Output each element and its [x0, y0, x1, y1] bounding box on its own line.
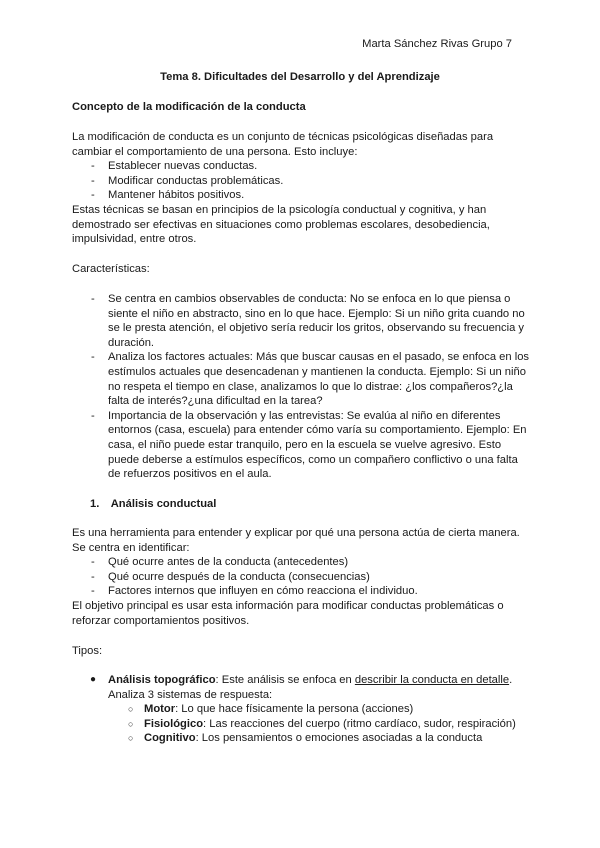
system-desc: : Lo que hace físicamente la persona (acciones): [175, 703, 414, 716]
analysis-body: [72, 526, 532, 628]
list-item-line: estímulos actuales que desencadenan y mantienen la conducta. Ejemplo: Si un niño: [108, 365, 526, 378]
list-item-line: casa, el niño puede estar tranquilo, pero en la escuela se vuelve agresivo. Esto: [108, 438, 502, 451]
types-list: [72, 673, 532, 746]
type-text-end: .: [509, 674, 513, 686]
list-item: [72, 717, 532, 732]
system-desc: : Las reacciones del cuerpo (ritmo cardíaco, sudor, respiración): [203, 717, 516, 730]
document-title: Tema 8. Dificultades del Desarrollo y del Aprendizaje: [160, 71, 440, 83]
paragraph-line: El objetivo principal es usar esta información para modificar conductas problemáticas o: [72, 599, 504, 612]
system-name: Fisiológico: [144, 717, 204, 730]
paragraph-line: Estas técnicas se basan en principios de la psicología conductual y cognitiva, y han: [72, 203, 487, 216]
list-item-line: se le presta atención, el objetivo sería reducir los gritos, observando su frecuencia y: [108, 322, 525, 335]
system-desc: : Los pensamientos o emociones asociadas a la conducta: [195, 732, 483, 745]
system-name: Cognitivo: [144, 732, 196, 745]
list-item: - Establecer nuevas conductas.: [72, 159, 532, 174]
list-item: [72, 702, 532, 717]
list-item: [72, 731, 532, 746]
concept-intro: [72, 130, 532, 247]
paragraph-line: cambiar el comportamiento de una persona. Esto incluye:: [72, 145, 358, 158]
author-line: Marta Sánchez Rivas Grupo 7: [362, 38, 512, 50]
list-item-line: - Analiza los factores actuales: Más que buscar causas en el pasado, se enfoca en los: [108, 351, 530, 364]
paragraph-line: Es una herramienta para entender y explicar por qué una persona actúa de cierta manera.: [72, 527, 520, 539]
bullet-dot: ●: [90, 674, 97, 685]
list-item-line: entornos (casa, escuela) para entender cómo varía su comportamiento. Ejemplo: En: [108, 424, 527, 437]
paragraph-line: reforzar comportamientos positivos.: [72, 614, 250, 627]
section-heading-text: Análisis conductual: [110, 498, 217, 510]
paragraph-line: La modificación de conducta es un conjunto de técnicas psicológicas diseñadas para: [72, 131, 494, 143]
list-item: [72, 350, 532, 408]
list-item-line: duración.: [108, 336, 155, 349]
section-number: 1.: [90, 498, 100, 510]
list-item-line: falta de interés?¿una dificultad en la tarea?: [108, 395, 323, 408]
paragraph-line: Se centra en identificar:: [72, 541, 190, 554]
characteristics-label: Características:: [72, 263, 150, 275]
list-item: - Qué ocurre después de la conducta (consecuencias): [72, 570, 532, 585]
response-systems-list: [72, 702, 532, 746]
paragraph-line: demostrado ser efectivas en situaciones como problemas escolares, desobediencia,: [72, 218, 490, 231]
section-heading-concept: Concepto de la modificación de la conducta: [72, 101, 306, 113]
concept-list: [72, 159, 532, 203]
list-item: - Mantener hábitos positivos.: [72, 188, 532, 203]
list-item-line: de refuerzos positivos en el aula.: [108, 468, 272, 481]
type-text: : Este análisis se enfoca en: [215, 674, 355, 686]
list-item: [72, 292, 532, 350]
list-item-line: no respeta el tiempo en clase, analizamos lo que lo distrae: ¿los compañeros?¿la: [108, 380, 513, 393]
type-underlined-text: describir la conducta en detalle: [354, 674, 510, 686]
paragraph-line: impulsividad, entre otros.: [72, 233, 197, 246]
list-item: [72, 409, 532, 482]
types-label: Tipos:: [72, 645, 103, 657]
list-item-line: - Se centra en cambios observables de conducta: No se enfoca en lo que piensa o: [108, 293, 511, 305]
section-heading-analysis: [90, 497, 216, 512]
list-item: - Qué ocurre antes de la conducta (antecedentes): [72, 555, 532, 570]
list-item: - Modificar conductas problemáticas.: [72, 174, 532, 189]
list-item-line: - Importancia de la observación y las entrevistas: Se evalúa al niño en diferentes: [108, 409, 501, 422]
type-line: Analiza 3 sistemas de respuesta:: [108, 688, 273, 701]
list-item-line: puede deberse a estímulos específicos, como un compañero conflictivo o una falta: [108, 453, 518, 466]
list-item-line: siente el niño en abstracto, sino en lo que hace. Ejemplo: Si un niño grita cuando no: [108, 307, 525, 320]
list-item: - Factores internos que influyen en cómo reacciona el individuo.: [72, 584, 532, 599]
analysis-list: [72, 555, 532, 599]
system-name: Motor: [144, 703, 176, 716]
list-item: [72, 673, 532, 688]
characteristics-list: [72, 292, 532, 482]
type-name: Análisis topográfico: [108, 674, 216, 686]
